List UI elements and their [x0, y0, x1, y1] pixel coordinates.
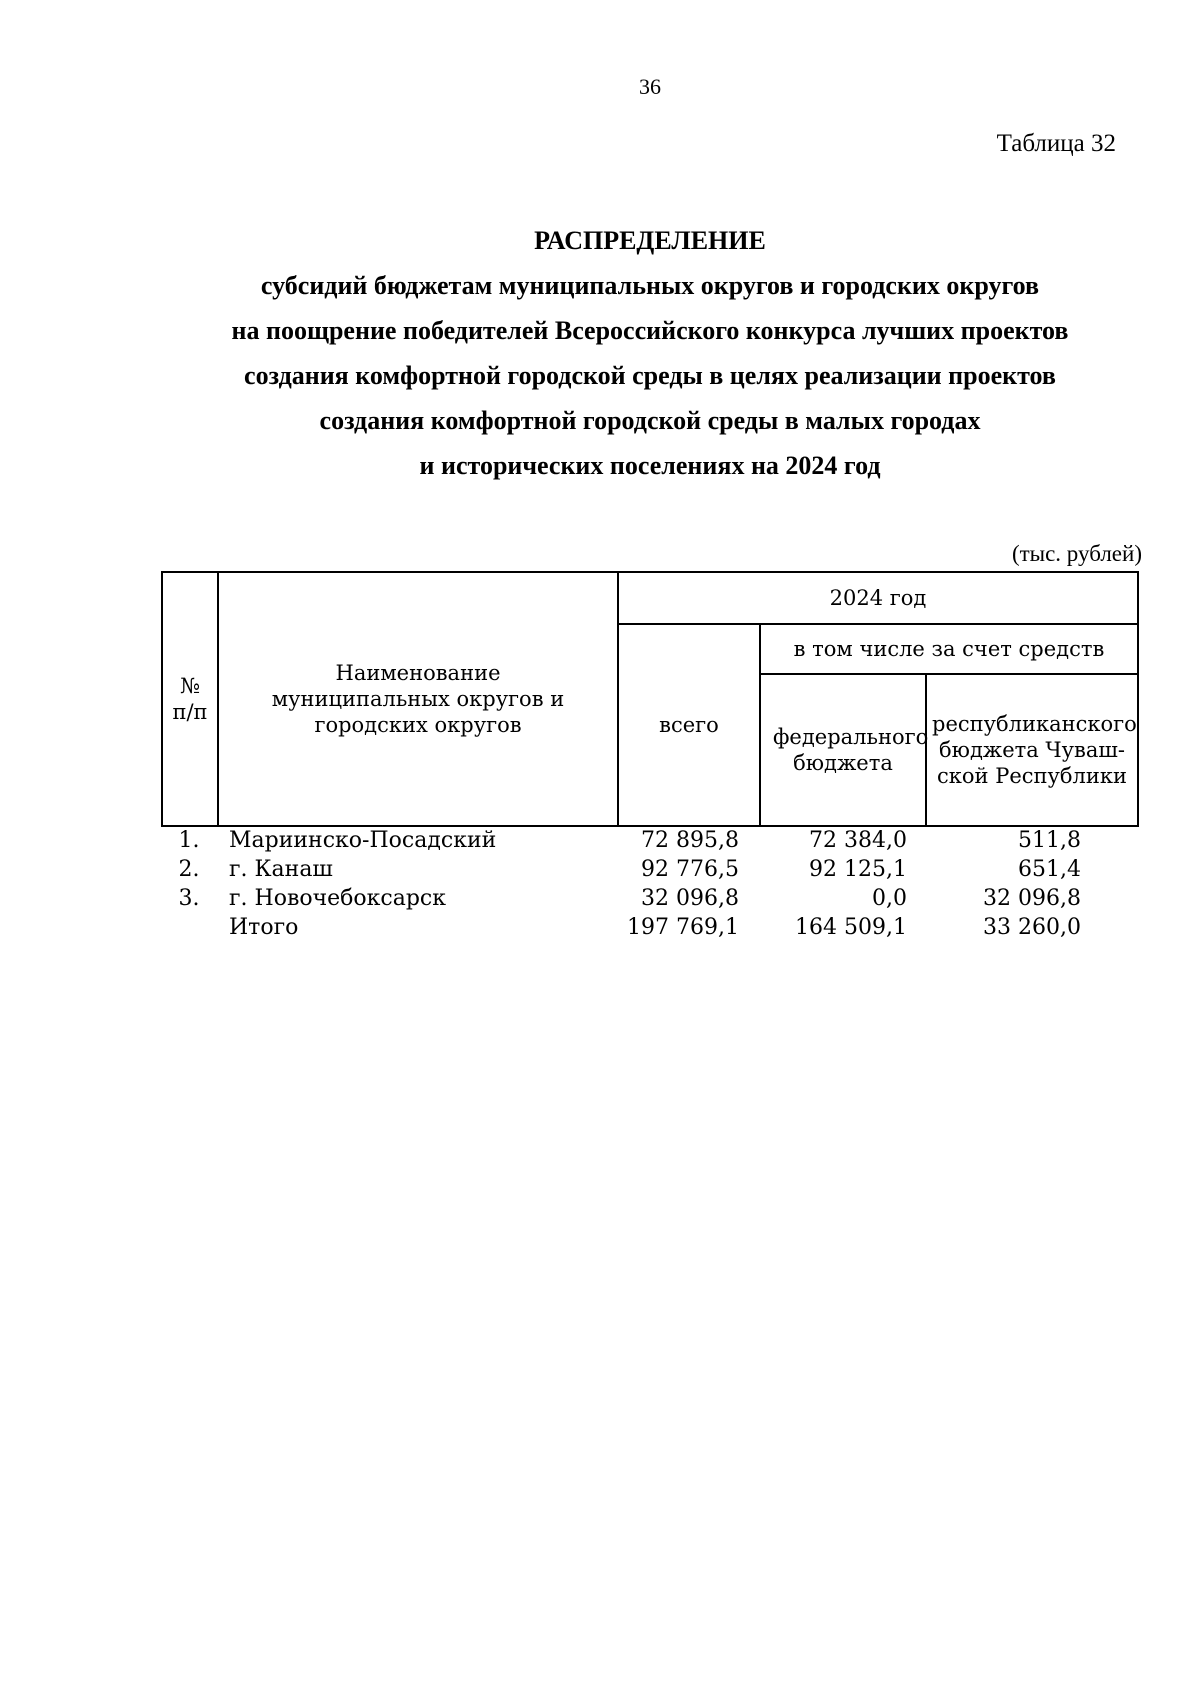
row-total: 72 895,8 [641, 828, 739, 853]
table-row-total [161, 913, 1137, 942]
row-num: 1. [178, 828, 200, 853]
title-line: субсидий бюджетам муниципальных округов и городских округов [260, 271, 1040, 300]
page-number: 36 [639, 74, 661, 99]
data-table [161, 826, 1137, 942]
header-total: всего [618, 624, 760, 826]
title-line: на поощрение победителей Всероссийского конкурса лучших проектов [231, 316, 1069, 345]
row-federal: 164 509,1 [795, 915, 907, 940]
header-num [162, 572, 218, 826]
row-republic: 511,8 [1018, 828, 1081, 853]
table-row [161, 826, 1137, 855]
title-line: и исторических поселениях на 2024 год [419, 451, 881, 480]
header-including: в том числе за счет средств [760, 624, 1138, 674]
row-total: 197 769,1 [627, 915, 739, 940]
header-name [218, 572, 618, 826]
units-label: (тыс. рублей) [1011, 541, 1142, 566]
title-line: РАСПРЕДЕЛЕНИЕ [534, 226, 766, 255]
header-name-text: Наименование муниципальных округов и городских округов [271, 661, 565, 737]
row-federal: 0,0 [872, 886, 907, 911]
header-republic [926, 674, 1138, 826]
header-year: 2024 год [618, 572, 1138, 624]
row-num: 2. [178, 857, 200, 882]
table-row [161, 884, 1137, 913]
table-row [161, 855, 1137, 884]
row-name: Мариинско-Посадский [229, 828, 497, 853]
row-federal: 92 125,1 [809, 857, 907, 882]
table-header [161, 571, 1139, 827]
row-name: г. Новочебоксарск [229, 886, 446, 911]
title-line: создания комфортной городской среды в малых городах [319, 406, 981, 435]
row-total: 92 776,5 [641, 857, 739, 882]
row-total: 32 096,8 [641, 886, 739, 911]
row-republic: 33 260,0 [983, 915, 1081, 940]
title-line: создания комфортной городской среды в целях реализации проектов [244, 361, 1056, 390]
header-num-text: № п/п [172, 674, 208, 724]
document-title [60, 218, 1200, 488]
row-num [161, 913, 217, 942]
row-republic: 651,4 [1018, 857, 1081, 882]
table-number: Таблица 32 [996, 130, 1116, 157]
header-federal-text: федерального бюджета [773, 725, 929, 775]
row-num: 3. [178, 886, 200, 911]
row-federal: 72 384,0 [809, 828, 907, 853]
row-name: г. Канаш [229, 857, 333, 882]
header-republic-text: республиканского бюджета Чуваш-ской Республики [932, 712, 1137, 788]
row-republic: 32 096,8 [983, 886, 1081, 911]
header-federal [760, 674, 929, 826]
row-name: Итого [229, 915, 299, 940]
